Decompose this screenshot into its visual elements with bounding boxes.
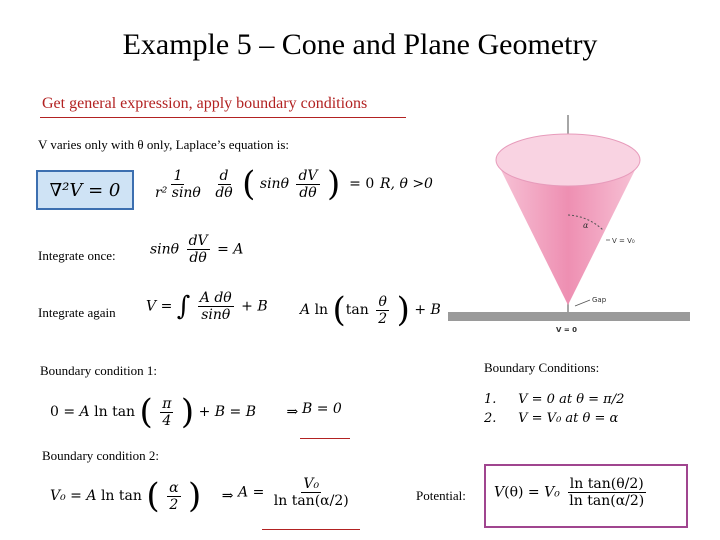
v-zero-text: V = 0: [556, 326, 578, 334]
bc2-result: A = $\frac{\text{V₀}}{\text{ln tan(α/2)}}$: [238, 476, 349, 509]
bc1-result: B = 0: [302, 401, 342, 417]
integrate-once-equation: sinθ $\frac{dV}{d\theta}$ = A: [150, 233, 244, 266]
domain-note: R, θ >0: [380, 176, 433, 192]
laplace-equation-box: [36, 170, 134, 210]
integrate-again-equation: V = ∫ $\frac{\text{A dθ}}{\sin\theta}$ + B: [146, 290, 268, 323]
bc1-result-underline: [300, 438, 350, 439]
integrate-again-label: Integrate again: [38, 305, 116, 320]
bc1-label: Boundary condition 1:: [40, 363, 157, 378]
cone-plane-figure: [440, 110, 700, 340]
bc2-equation: V₀ = A ln tan ( $\frac{\alpha}{2}$ ) ⇒: [50, 476, 234, 516]
spherical-laplacian: $\frac{1}{\text{r² sinθ}}$ $\frac{d}{d\theta}$ ( sinθ $\frac{dV}{d\theta}$ ) = 0: [155, 164, 375, 204]
integrate-again-result: A ln (tan $\frac{\theta}{2}$ ) + B: [300, 290, 441, 330]
bc2-result-underline: [262, 529, 360, 530]
v0-text: V = V₀: [612, 237, 635, 245]
bc-item: 2. V = V₀ at θ = α: [484, 411, 619, 426]
cone-rim: [496, 134, 640, 186]
gap-text: Gap: [592, 296, 607, 304]
subtitle: Get general expression, apply boundary conditions: [42, 95, 368, 112]
subtitle-underline: [40, 117, 406, 118]
ground-plane: [448, 312, 690, 321]
potential-box: V(θ) = V₀ $\frac{\text{ln tan(θ/2)}}{\text{ln tan(α/2)}}$: [484, 464, 688, 528]
gap-leader: [575, 300, 590, 306]
integrate-once-label: Integrate once:: [38, 248, 116, 263]
alpha-text: α: [583, 221, 589, 230]
bc-list: [484, 392, 624, 426]
bc1-equation: 0 = A ln tan ( $\frac{\pi}{4}$ ) + B = B ⇒: [50, 392, 299, 432]
bc-heading: Boundary Conditions:: [484, 360, 600, 375]
potential-label: Potential:: [416, 488, 466, 503]
laplace-equation: ∇²V = 0: [49, 179, 121, 201]
slide-title: Example 5 – Cone and Plane Geometry: [122, 28, 598, 61]
intro-text: V varies only with θ only, Laplace’s equation is:: [38, 137, 290, 152]
bc2-label: Boundary condition 2:: [42, 448, 159, 463]
bc-item: 1. V = 0 at θ = π/2: [484, 392, 625, 407]
